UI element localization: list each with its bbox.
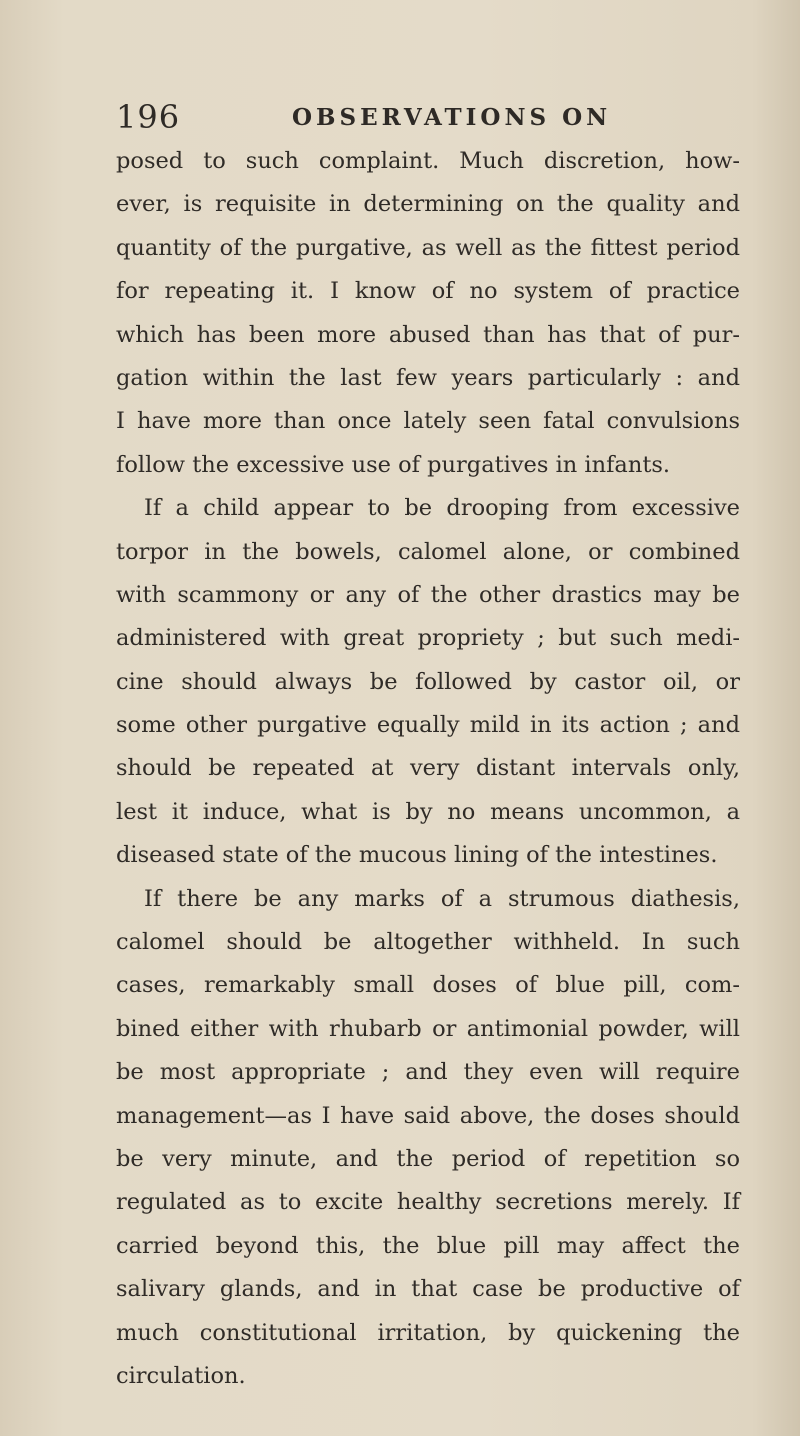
text-line: ever, is requisite in determining on the quality and bbox=[116, 191, 740, 218]
text-line: torpor in the bowels, calomel alone, or combined bbox=[116, 538, 740, 565]
text-line: gation within the last few years particularly : and bbox=[116, 364, 740, 391]
text-line: regulated as to excite healthy secretions merely. If bbox=[116, 1189, 740, 1216]
paragraph-start-line: If a child appear to be drooping from excessive bbox=[144, 495, 740, 522]
text-line: quantity of the purgative, as well as the fittest period bbox=[116, 234, 740, 261]
text-line: management—as I have said above, the doses should bbox=[116, 1102, 740, 1129]
paragraph-end-line: circulation. bbox=[116, 1362, 246, 1389]
paragraph-start-line: If there be any marks of a strumous diathesis, bbox=[144, 885, 740, 912]
text-line: I have more than once lately seen fatal convulsions bbox=[116, 408, 740, 435]
text-line: which has been more abused than has that of pur- bbox=[116, 321, 740, 348]
text-line: posed to such complaint. Much discretion, how- bbox=[116, 148, 740, 174]
running-title: OBSERVATIONS ON bbox=[292, 104, 612, 131]
text-line: much constitutional irritation, by quickening the bbox=[116, 1319, 740, 1346]
text-line: carried beyond this, the blue pill may affect the bbox=[116, 1232, 740, 1259]
text-line: salivary glands, and in that case be productive of bbox=[116, 1276, 740, 1303]
text-line: cases, remarkably small doses of blue pill, com- bbox=[116, 972, 740, 999]
text-line: should be repeated at very distant intervals only, bbox=[116, 755, 740, 782]
text-line: be very minute, and the period of repetition so bbox=[116, 1145, 740, 1172]
text-line: bined either with rhubarb or antimonial powder, will bbox=[116, 1015, 740, 1042]
paragraph-end-line: follow the excessive use of purgatives in infants. bbox=[116, 451, 671, 478]
text-line: calomel should be altogether withheld. In such bbox=[116, 929, 740, 956]
text-line: for repeating it. I know of no system of practice bbox=[116, 278, 740, 305]
text-line: cine should always be followed by castor oil, or bbox=[116, 668, 740, 695]
paragraph-end-line: diseased state of the mucous lining of the intestines. bbox=[116, 842, 718, 869]
text-line: be most appropriate ; and they even will require bbox=[116, 1059, 740, 1086]
page-number: 196 bbox=[116, 98, 181, 136]
text-line: with scammony or any of the other drastics may be bbox=[116, 581, 740, 608]
text-line: lest it induce, what is by no means uncommon, a bbox=[116, 798, 740, 825]
text-line: some other purgative equally mild in its action ; and bbox=[116, 712, 740, 739]
text-line: administered with great propriety ; but such medi- bbox=[116, 625, 740, 652]
body-text bbox=[116, 140, 740, 1398]
